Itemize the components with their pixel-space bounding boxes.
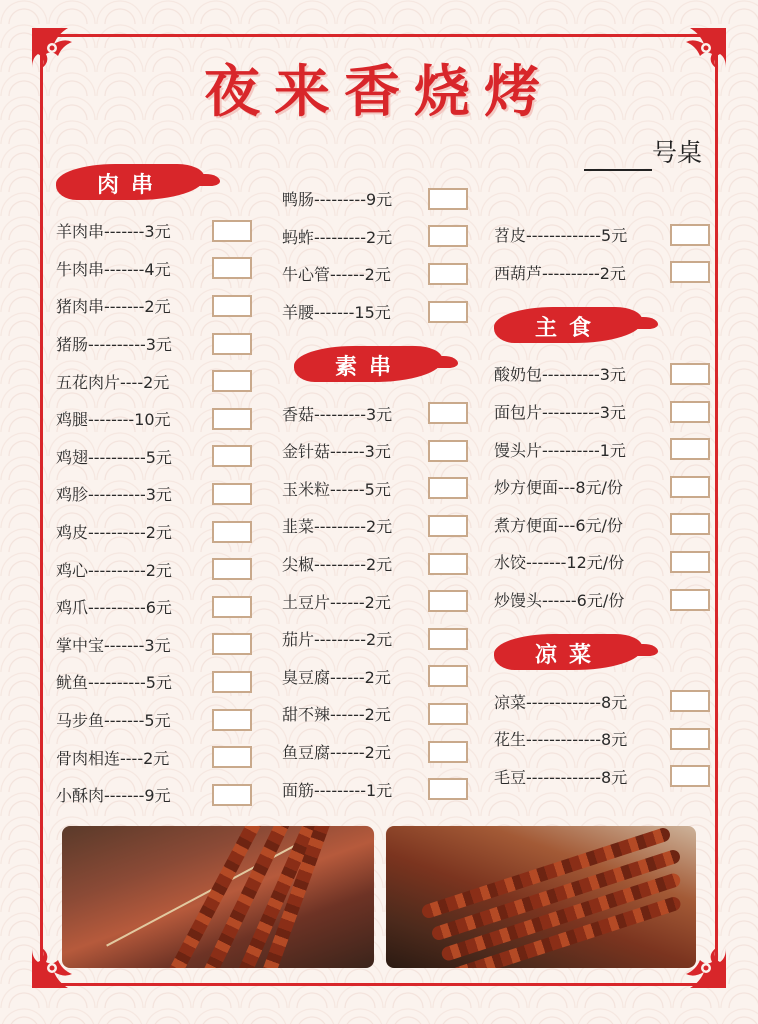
menu-item-label: 鸡翅----------5元 bbox=[56, 447, 172, 467]
menu-item bbox=[56, 287, 252, 325]
quantity-box[interactable] bbox=[670, 690, 710, 712]
quantity-box[interactable] bbox=[212, 295, 252, 317]
menu-item bbox=[282, 507, 468, 545]
cold-list bbox=[494, 682, 710, 795]
veg-list-cont bbox=[494, 216, 710, 291]
menu-item-label: 酸奶包----------3元 bbox=[494, 365, 626, 385]
quantity-box[interactable] bbox=[670, 261, 710, 283]
menu-item bbox=[282, 432, 468, 470]
menu-item bbox=[282, 394, 468, 432]
menu-item bbox=[56, 250, 252, 288]
menu-item-label: 臭豆腐------2元 bbox=[282, 667, 391, 687]
menu-item-label: 金针菇------3元 bbox=[282, 442, 391, 462]
menu-item-label: 牛心管------2元 bbox=[282, 265, 391, 285]
menu-item-label: 掌中宝-------3元 bbox=[56, 635, 171, 655]
menu-title: 夜来香烧烤 bbox=[204, 59, 554, 125]
menu-item-label: 玉米粒------5元 bbox=[282, 479, 391, 499]
menu-item-label: 鱼豆腐------2元 bbox=[282, 743, 391, 763]
quantity-box[interactable] bbox=[670, 551, 710, 573]
menu-item-label: 凉菜-------------8元 bbox=[494, 692, 628, 712]
quantity-box[interactable] bbox=[670, 765, 710, 787]
quantity-box[interactable] bbox=[428, 225, 468, 247]
quantity-box[interactable] bbox=[428, 263, 468, 285]
menu-item bbox=[494, 543, 710, 581]
table-number bbox=[584, 135, 714, 171]
meat-list-cont bbox=[282, 180, 468, 330]
quantity-box[interactable] bbox=[670, 401, 710, 423]
quantity-box[interactable] bbox=[428, 477, 468, 499]
menu-item bbox=[56, 701, 252, 739]
menu-item-label: 鱿鱼----------5元 bbox=[56, 673, 172, 693]
staple-list bbox=[494, 355, 710, 618]
menu-item-label: 茄片---------2元 bbox=[282, 630, 393, 650]
menu-item-label: 苕皮-------------5元 bbox=[494, 226, 628, 246]
menu-item bbox=[282, 770, 468, 808]
quantity-box[interactable] bbox=[428, 590, 468, 612]
menu-item bbox=[56, 738, 252, 776]
menu-item-label: 牛肉串-------4元 bbox=[56, 259, 171, 279]
quantity-box[interactable] bbox=[670, 728, 710, 750]
quantity-box[interactable] bbox=[212, 596, 252, 618]
menu-item bbox=[56, 626, 252, 664]
menu-item-label: 马步鱼-------5元 bbox=[56, 711, 171, 731]
quantity-box[interactable] bbox=[212, 521, 252, 543]
quantity-box[interactable] bbox=[670, 513, 710, 535]
menu-item bbox=[56, 325, 252, 363]
menu-item-label: 毛豆-------------8元 bbox=[494, 767, 628, 787]
quantity-box[interactable] bbox=[428, 778, 468, 800]
menu-item bbox=[494, 430, 710, 468]
quantity-box[interactable] bbox=[212, 633, 252, 655]
menu-item bbox=[494, 254, 710, 292]
quantity-box[interactable] bbox=[212, 784, 252, 806]
quantity-box[interactable] bbox=[428, 628, 468, 650]
menu-item bbox=[494, 758, 710, 796]
quantity-box[interactable] bbox=[212, 709, 252, 731]
menu-item-label: 鸡心----------2元 bbox=[56, 560, 172, 580]
menu-item-label: 小酥肉-------9元 bbox=[56, 786, 171, 806]
menu-item-label: 羊肉串-------3元 bbox=[56, 222, 171, 242]
menu-item-label: 水饺-------12元/份 bbox=[494, 553, 625, 573]
menu-item-label: 面包片----------3元 bbox=[494, 403, 626, 423]
quantity-box[interactable] bbox=[428, 741, 468, 763]
quantity-box[interactable] bbox=[428, 703, 468, 725]
menu-item bbox=[56, 212, 252, 250]
menu-item bbox=[494, 393, 710, 431]
quantity-box[interactable] bbox=[212, 671, 252, 693]
menu-item bbox=[56, 475, 252, 513]
menu-item-label: 鸡腿--------10元 bbox=[56, 410, 171, 430]
menu-item-label: 面筋---------1元 bbox=[282, 780, 393, 800]
menu-item-label: 炒方便面---8元/份 bbox=[494, 478, 623, 498]
menu-item bbox=[282, 733, 468, 771]
quantity-box[interactable] bbox=[212, 257, 252, 279]
veg-list bbox=[282, 394, 468, 808]
menu-item bbox=[282, 545, 468, 583]
quantity-box[interactable] bbox=[428, 553, 468, 575]
menu-item bbox=[282, 582, 468, 620]
bbq-photo-right bbox=[386, 826, 696, 968]
bbq-photo-left bbox=[62, 826, 374, 968]
menu-item bbox=[282, 218, 468, 256]
menu-item-label: 骨肉相连----2元 bbox=[56, 748, 170, 768]
quantity-box[interactable] bbox=[212, 746, 252, 768]
menu-item-label: 香菇---------3元 bbox=[282, 404, 393, 424]
menu-item-label: 甜不辣------2元 bbox=[282, 705, 391, 725]
menu-item-label: 猪肠----------3元 bbox=[56, 335, 172, 355]
quantity-box[interactable] bbox=[212, 483, 252, 505]
menu-item bbox=[56, 588, 252, 626]
menu-item-label: 西葫芦----------2元 bbox=[494, 263, 626, 283]
section-header-staple: 主食 bbox=[494, 305, 710, 347]
menu-item bbox=[282, 180, 468, 218]
quantity-box[interactable] bbox=[670, 438, 710, 460]
menu-item bbox=[56, 663, 252, 701]
menu-item-label: 炒馒头------6元/份 bbox=[494, 591, 625, 611]
section-header-meat: 肉串 bbox=[56, 162, 252, 204]
menu-item bbox=[282, 470, 468, 508]
menu-item bbox=[494, 720, 710, 758]
menu-item bbox=[494, 216, 710, 254]
menu-item-label: 羊腰-------15元 bbox=[282, 303, 391, 323]
menu-item-label: 煮方便面---6元/份 bbox=[494, 515, 623, 535]
menu-item bbox=[494, 355, 710, 393]
quantity-box[interactable] bbox=[428, 440, 468, 462]
menu-item bbox=[56, 513, 252, 551]
menu-item bbox=[282, 255, 468, 293]
menu-item-label: 尖椒---------2元 bbox=[282, 555, 393, 575]
menu-item-label: 韭菜---------2元 bbox=[282, 517, 393, 537]
quantity-box[interactable] bbox=[212, 370, 252, 392]
quantity-box[interactable] bbox=[670, 589, 710, 611]
menu-item bbox=[56, 362, 252, 400]
menu-item bbox=[494, 468, 710, 506]
quantity-box[interactable] bbox=[670, 363, 710, 385]
menu-item-label: 鸡皮----------2元 bbox=[56, 523, 172, 543]
menu-item-label: 土豆片------2元 bbox=[282, 592, 391, 612]
menu-item bbox=[494, 682, 710, 720]
quantity-box[interactable] bbox=[212, 333, 252, 355]
menu-item bbox=[494, 581, 710, 619]
section-header-veg: 素串 bbox=[282, 344, 468, 386]
quantity-box[interactable] bbox=[428, 665, 468, 687]
table-number-label: 号桌 bbox=[652, 138, 703, 167]
quantity-box[interactable] bbox=[670, 224, 710, 246]
menu-item-label: 猪肉串-------2元 bbox=[56, 297, 171, 317]
column-3 bbox=[494, 216, 710, 795]
menu-item-label: 花生-------------8元 bbox=[494, 730, 628, 750]
column-1 bbox=[56, 162, 252, 814]
menu-item bbox=[56, 400, 252, 438]
meat-list bbox=[56, 212, 252, 814]
menu-item bbox=[282, 293, 468, 331]
menu-item-label: 馒头片----------1元 bbox=[494, 440, 626, 460]
quantity-box[interactable] bbox=[428, 188, 468, 210]
quantity-box[interactable] bbox=[428, 402, 468, 424]
quantity-box[interactable] bbox=[212, 408, 252, 430]
menu-item bbox=[56, 550, 252, 588]
menu-item bbox=[282, 695, 468, 733]
quantity-box[interactable] bbox=[212, 220, 252, 242]
menu-item bbox=[56, 438, 252, 476]
column-2 bbox=[282, 180, 468, 808]
menu-item bbox=[494, 506, 710, 544]
quantity-box[interactable] bbox=[670, 476, 710, 498]
quantity-box[interactable] bbox=[212, 558, 252, 580]
menu-item-label: 鸡胗----------3元 bbox=[56, 485, 172, 505]
menu-item-label: 蚂蚱---------2元 bbox=[282, 227, 393, 247]
menu-item bbox=[282, 658, 468, 696]
menu-item-label: 鸭肠---------9元 bbox=[282, 190, 393, 210]
quantity-box[interactable] bbox=[428, 301, 468, 323]
menu-item bbox=[56, 776, 252, 814]
menu-item-label: 鸡爪----------6元 bbox=[56, 598, 172, 618]
section-header-cold: 凉菜 bbox=[494, 632, 710, 674]
quantity-box[interactable] bbox=[428, 515, 468, 537]
menu-item-label: 五花肉片----2元 bbox=[56, 372, 170, 392]
quantity-box[interactable] bbox=[212, 445, 252, 467]
table-number-blank[interactable] bbox=[584, 169, 652, 171]
menu-item bbox=[282, 620, 468, 658]
